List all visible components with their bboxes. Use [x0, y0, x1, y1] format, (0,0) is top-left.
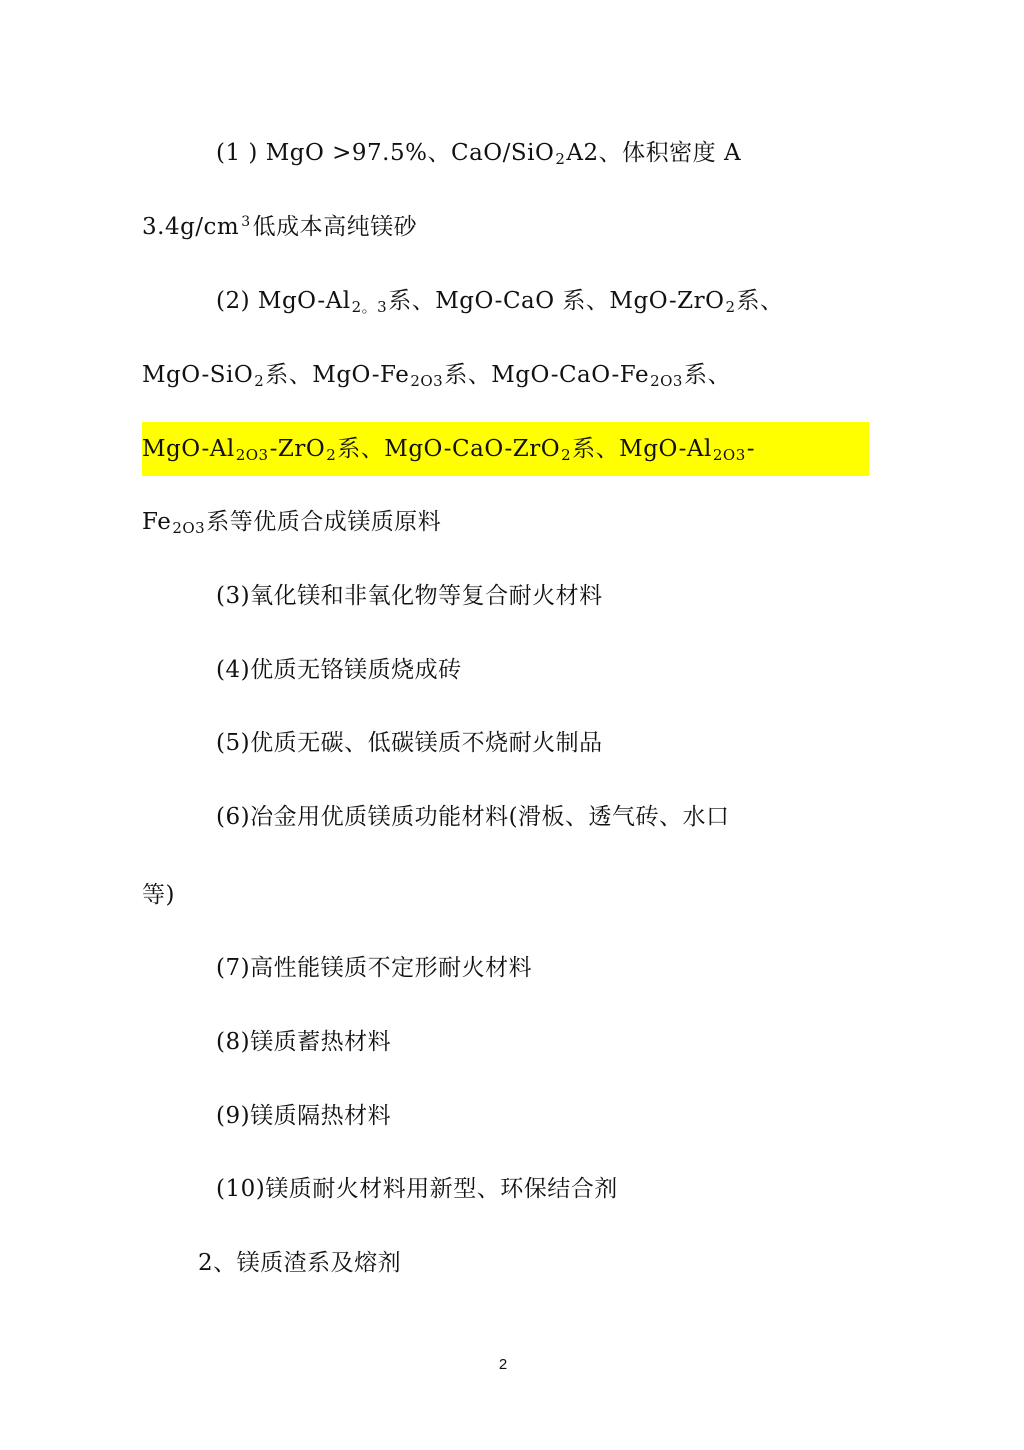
item-2-text: 系、 [736, 288, 784, 314]
page-number: 2 [498, 1356, 508, 1373]
item-2-text: 系、MgO-Al [572, 436, 712, 462]
item-1-text-b: A2、体积密度 A [566, 140, 742, 166]
item-2-line-4 [142, 507, 441, 539]
item-1-density-value: 3.4g/cm [142, 214, 240, 240]
item-5: (5)优质无碳、低碳镁质不烧耐火制品 [216, 730, 603, 756]
item-2-subscript: 2O3 [712, 446, 746, 464]
section-2-heading: 2、镁质渣系及熔剂 [198, 1250, 402, 1276]
item-2-line-2 [142, 360, 731, 392]
item-2-text: -ZrO [269, 436, 326, 462]
item-1-line-2 [142, 212, 417, 245]
item-2-text: 系、MgO-CaO-Fe [444, 362, 650, 388]
item-1-text-a: (1 ) MgO >97.5%、CaO/SiO [216, 140, 555, 166]
item-1-superscript: 3 [241, 214, 251, 230]
item-6-line-1: (6)冶金用优质镁质功能材料(滑板、透气砖、水口 [216, 804, 730, 830]
item-2-text: 系等优质合成镁质原料 [206, 509, 442, 535]
item-10: (10)镁质耐火材料用新型、环保结合剂 [216, 1176, 618, 1202]
item-2-text: MgO-Al [142, 436, 235, 462]
item-2-subscript: 2O3 [410, 372, 444, 390]
item-3: (3)氧化镁和非氧化物等复合耐火材料 [216, 583, 603, 609]
item-1-subscript: 2 [555, 150, 566, 168]
item-2-subscript: 2O3 [650, 372, 683, 390]
item-2-text: (2) MgO-Al [216, 288, 351, 314]
item-9: (9)镁质隔热材料 [216, 1103, 392, 1129]
item-2-text: MgO-SiO [142, 362, 254, 388]
item-6-line-2: 等) [142, 882, 175, 908]
item-8: (8)镁质蓄热材料 [216, 1029, 392, 1055]
item-2-subscript: 2 [254, 372, 265, 390]
item-2-text: Fe [142, 509, 172, 535]
item-4: (4)优质无铬镁质烧成砖 [216, 657, 462, 683]
item-2-subscript: 2O3 [172, 519, 206, 537]
item-2-subscript: 2 [326, 446, 337, 464]
item-2-text: 系、MgO-CaO 系、MgO-ZrO [388, 288, 725, 314]
item-2-text: 系、 [683, 362, 731, 388]
item-1-text-c: 低成本高纯镁砂 [252, 214, 418, 240]
item-2-line-3-highlighted [142, 434, 755, 466]
item-7: (7)高性能镁质不定形耐火材料 [216, 955, 533, 981]
item-2-subscript: 2 [561, 446, 572, 464]
item-2-line-1 [216, 286, 784, 318]
item-2-subscript: 2。3 [351, 298, 388, 316]
item-2-text: 系、MgO-Fe [265, 362, 410, 388]
item-2-subscript: 2 [725, 298, 736, 316]
item-1-line-1 [216, 138, 741, 170]
item-2-subscript: 2O3 [235, 446, 269, 464]
item-2-text: - [746, 436, 756, 462]
item-2-text: 系、MgO-CaO-ZrO [337, 436, 561, 462]
